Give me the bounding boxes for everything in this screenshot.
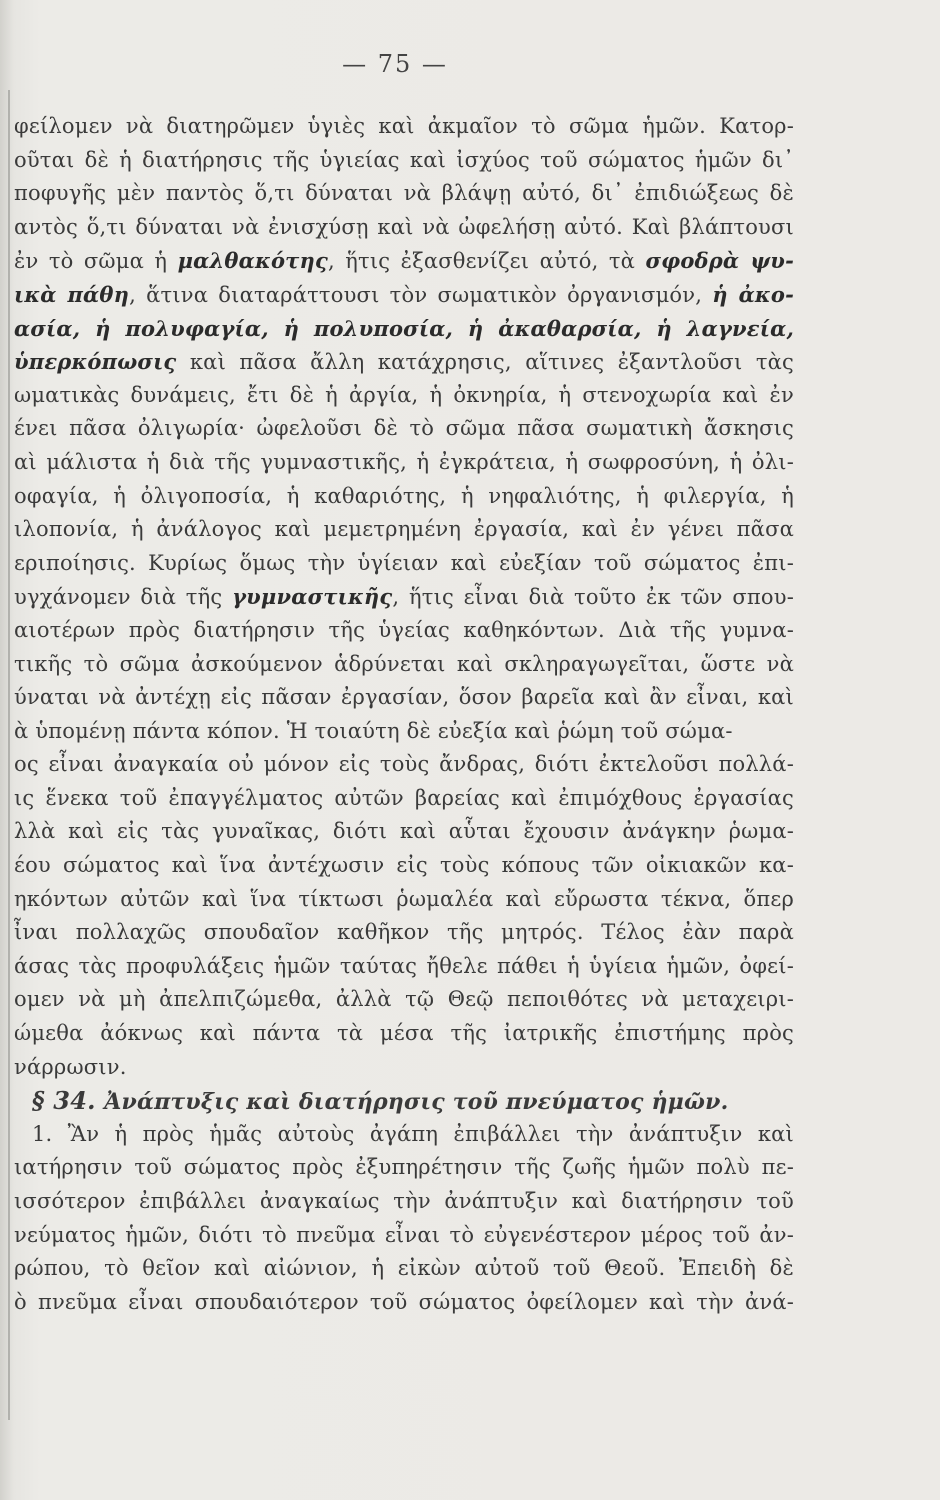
text-segment: ώμεθα ἀόκνως καὶ πάντα τὰ μέσα τῆς ἰατρικῆς ἐπιστήμης πρὸς xyxy=(14,1021,794,1046)
text-line xyxy=(14,379,794,413)
text-segment: αιοτέρων πρὸς διατήρησιν τῆς ὑγείας καθηκόντων. Διὰ τῆς γυμνα- xyxy=(14,617,794,642)
text-line xyxy=(14,1017,794,1051)
text-segment: οφαγία, ἡ ὀλιγοποσία, ἡ καθαριότης, ἡ νηφαλιότης, ἡ φιλεργία, ἡ xyxy=(14,483,794,508)
text-segment: , ἅτινα διαταράττουσι τὸν σωματικὸν ὀργανισμόν, xyxy=(129,282,713,307)
text-segment: ισσότερον ἐπιβάλλει ἀναγκαίως τὴν ἀνάπτυξιν καὶ διατήρησιν τοῦ xyxy=(14,1189,794,1213)
text-line xyxy=(14,983,794,1017)
text-line xyxy=(14,1286,794,1320)
text-line xyxy=(14,547,794,581)
text-segment: ις ἕνεκα τοῦ ἐπαγγέλματος αὐτῶν βαρείας καὶ ἐπιμόχθους ἐργασίας xyxy=(14,785,794,810)
text-segment: ομεν νὰ μὴ ἀπελπιζώμεθα, ἀλλὰ τῷ Θεῷ πεποιθότες νὰ μεταχειρι- xyxy=(14,987,794,1012)
text-line xyxy=(14,681,794,715)
text-line xyxy=(14,278,794,312)
page-number: — 75 — xyxy=(342,50,448,78)
text-segment: ιλοπονία, ἡ ἀνάλογος καὶ μεμετρημένη ἐργασία, καὶ ἐν γένει πᾶσα xyxy=(14,517,794,542)
emphasized-term: μαλθακότης xyxy=(177,248,328,274)
text-segment: ὰ ὑπομένῃ πάντα κόπον. Ἡ τοιαύτη δὲ εὐεξία καὶ ῥώμη τοῦ σώμα- xyxy=(14,718,733,743)
text-line xyxy=(14,815,794,849)
emphasized-term: ἡ ἀκο- xyxy=(712,281,794,307)
page-binding-edge xyxy=(8,90,10,1420)
text-line xyxy=(14,412,794,446)
text-segment: αντὸς ὅ,τι δύναται νὰ ἐνισχύσῃ καὶ νὰ ὠφελήσῃ αὐτό. Καὶ βλάπτουσι xyxy=(14,214,794,239)
text-segment: , ἥτις εἶναι διὰ τοῦτο ἐκ τῶν σπου- xyxy=(392,585,795,610)
text-line xyxy=(14,312,794,346)
text-line xyxy=(14,849,794,883)
text-segment: ὸ πνεῦμα εἶναι σπουδαιότερον τοῦ σώματος ὀφείλομεν καὶ τὴν ἀνά- xyxy=(14,1289,794,1314)
text-segment: ένει πᾶσα ὀλιγωρία· ὠφελοῦσι δὲ τὸ σῶμα πᾶσα σωματικὴ ἄσκησις xyxy=(14,416,794,441)
text-line xyxy=(14,782,794,816)
text-line xyxy=(14,1219,794,1253)
emphasized-term: γυμναστικῆς xyxy=(232,584,393,610)
emphasized-term: ικὰ πάθη xyxy=(14,281,130,307)
text-segment: ρώπου, τὸ θεῖον καὶ αἰώνιον, ἡ εἰκὼν αὐτοῦ τοῦ Θεοῦ. Ἐπειδὴ δὲ xyxy=(14,1256,794,1281)
text-segment: αὶ μάλιστα ἡ διὰ τῆς γυμναστικῆς, ἡ ἐγκράτεια, ἡ σωφροσύνη, ἡ ὀλι- xyxy=(14,449,794,474)
text-line xyxy=(14,883,794,917)
emphasized-term: ασία, ἡ πολυφαγία, ἡ πολυποσία, ἡ ἀκαθαρσία, ἡ λαγνεία, xyxy=(14,315,794,341)
text-line xyxy=(14,144,794,178)
text-segment: § 34. xyxy=(32,1086,105,1116)
text-segment: οῦται δὲ ἡ διατήρησις τῆς ὑγιείας καὶ ἰσχύος τοῦ σώματος ἡμῶν δι᾿ xyxy=(14,147,794,172)
text-segment: , ἥτις ἐξασθενίζει αὐτό, τὰ xyxy=(327,249,646,274)
text-line xyxy=(14,1051,794,1085)
text-segment: τικῆς τὸ σῶμα ἀσκούμενον ἁδρύνεται καὶ σκληραγωγεῖται, ὥστε νὰ xyxy=(14,651,794,676)
text-segment: φείλομεν νὰ διατηρῶμεν ὑγιὲς καὶ ἀκμαῖον τὸ σῶμα ἡμῶν. Κατορ- xyxy=(14,114,794,138)
text-line xyxy=(14,648,794,682)
text-segment: ποφυγῆς μὲν παντὸς ὅ,τι δύναται νὰ βλάψῃ αὐτό, δι᾿ ἐπιδιώξεως δὲ xyxy=(14,181,794,206)
text-line xyxy=(14,1185,794,1219)
text-segment: ἐν τὸ σῶμα ἡ xyxy=(14,249,178,274)
text-line xyxy=(14,480,794,514)
text-line xyxy=(14,1118,794,1152)
text-segment: ος εἶναι ἀναγκαία οὐ μόνον εἰς τοὺς ἄνδρας, διότι ἐκτελοῦσι πολλά- xyxy=(14,752,794,777)
text-line xyxy=(14,950,794,984)
page-body-text xyxy=(14,110,794,1319)
text-segment: έου σώματος καὶ ἵνα ἀντέχωσιν εἰς τοὺς κόπους τῶν οἰκιακῶν κα- xyxy=(14,853,794,878)
text-line xyxy=(14,614,794,648)
text-segment: ηκόντων αὐτῶν καὶ ἵνα τίκτωσι ῥωμαλέα καὶ εὔρωστα τέκνα, ὅπερ xyxy=(14,886,794,911)
text-segment: ύναται νὰ ἀντέχῃ εἰς πᾶσαν ἐργασίαν, ὅσον βαρεῖα καὶ ἂν εἶναι, καὶ xyxy=(14,685,794,710)
text-line xyxy=(14,110,794,144)
text-line xyxy=(14,916,794,950)
emphasized-term: σφοδρὰ ψυ- xyxy=(645,248,794,274)
text-segment: ιατήρησιν τοῦ σώματος πρὸς ἐξυπηρέτησιν τῆς ζωῆς ἡμῶν πολὺ πε- xyxy=(14,1155,794,1180)
text-line xyxy=(14,715,794,749)
text-segment: Ἀνάπτυξις καὶ διατήρησις τοῦ πνεύματος ἡμῶν. xyxy=(104,1089,729,1116)
text-line xyxy=(14,748,794,782)
text-segment: 1. Ἂν ἡ πρὸς ἡμᾶς αὐτοὺς ἀγάπη ἐπιβάλλει τὴν ἀνάπτυξιν καὶ xyxy=(32,1121,794,1146)
text-segment: νεύματος ἡμῶν, διότι τὸ πνεῦμα εἶναι τὸ εὐγενέστερον μέρος τοῦ ἀν- xyxy=(14,1222,794,1247)
text-line xyxy=(14,244,794,278)
text-line xyxy=(14,345,794,379)
text-line xyxy=(14,446,794,480)
text-segment: νάρρωσιν. xyxy=(14,1054,127,1079)
text-line xyxy=(14,177,794,211)
text-line xyxy=(14,1252,794,1286)
text-line xyxy=(14,580,794,614)
text-segment: ἶναι πολλαχῶς σπουδαῖον καθῆκον τῆς μητρός. Τέλος ἐὰν παρὰ xyxy=(14,920,794,945)
text-segment: εριποίησις. Κυρίως ὅμως τὴν ὑγίειαν καὶ εὐεξίαν τοῦ σώματος ἐπι- xyxy=(14,550,794,575)
text-line xyxy=(14,211,794,245)
text-line xyxy=(14,1151,794,1185)
text-segment: ωματικὰς δυνάμεις, ἔτι δὲ ἡ ἀργία, ἡ ὀκνηρία, ἡ στενοχωρία καὶ ἐν xyxy=(14,382,794,407)
emphasized-term: ὑπερκόπωσις xyxy=(14,349,177,375)
text-segment: υγχάνομεν διὰ τῆς xyxy=(14,585,233,610)
text-segment: λλὰ καὶ εἰς τὰς γυναῖκας, διότι καὶ αὗται ἔχουσιν ἀνάγκην ῥωμα- xyxy=(14,819,794,844)
section-heading xyxy=(14,1084,794,1118)
text-segment: καὶ πᾶσα ἄλλη κατάχρησις, αἵτινες ἐξαντλοῦσι τὰς xyxy=(176,350,794,375)
text-segment: άσας τὰς προφυλάξεις ἡμῶν ταύτας ἤθελε πάθει ἡ ὑγίεια ἡμῶν, ὀφεί- xyxy=(14,953,794,978)
text-line xyxy=(14,513,794,547)
